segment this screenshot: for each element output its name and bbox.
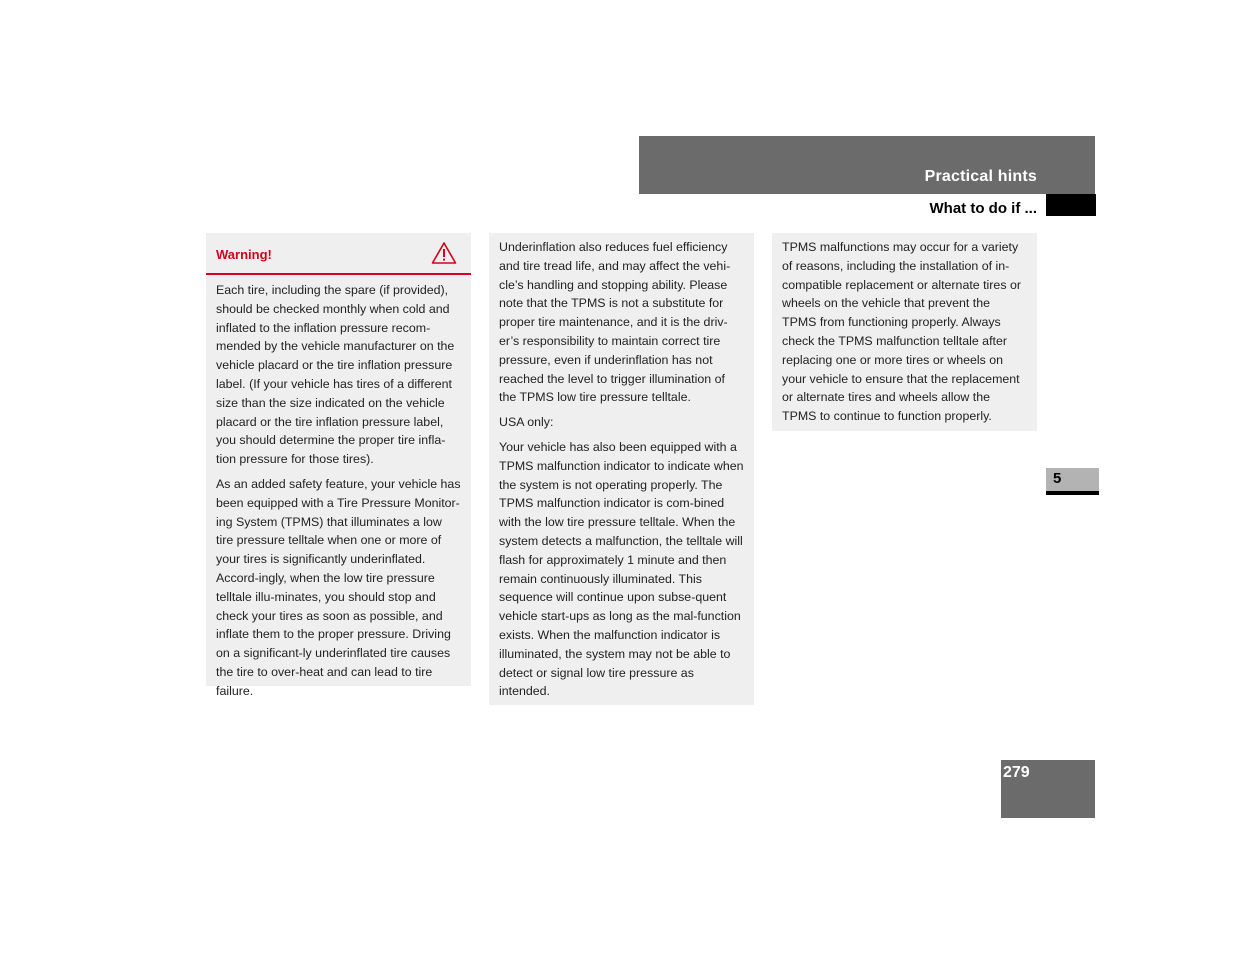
page-number: 279 xyxy=(1003,764,1030,781)
warning-box xyxy=(206,233,471,698)
warning-header xyxy=(206,233,471,275)
region-note: USA only: xyxy=(499,415,554,430)
page-number-box xyxy=(1001,760,1095,818)
body-paragraph: TPMS malfunctions may occur for a variety of reasons, including the installation of in-compatible replacement or alternate tires or wheels on the vehicle that prevent the TPMS from functioning properly. Always check the TPMS malfunction telltale after replacing one or more tires or wheels on your vehicle to ensure that the replacement or alternate tires and wheels allow the TPMS to continue to function properly. xyxy=(782,240,1021,424)
section-header-band xyxy=(639,136,1095,194)
body-paragraph: Underinflation also reduces fuel efficiency and tire tread life, and may affect the vehi-cle’s handling and stopping ability. Please note that the TPMS is not a substitute for proper tire maintenance, and it is the driv-er’s responsibility to maintain correct tire pressure, even if underinflation has not reached the level to trigger illumination of the TPMS low tire pressure telltale. xyxy=(499,240,731,405)
warning-body xyxy=(206,275,471,709)
warning-paragraph: Each tire, including the spare (if provided), should be checked monthly when cold and inflated to the inflation pressure recom-mended by the vehicle manufacturer on the vehicle placard or the tire inflation pressure label. (If your vehicle has tires of a different size than the size indicated on the vehicle placard or the tire inflation pressure label, you should determine the proper tire infla-tion pressure for those tires). xyxy=(216,283,455,467)
subsection-title: What to do if ... xyxy=(929,200,1037,217)
warning-paragraph: As an added safety feature, your vehicle has been equipped with a Tire Pressure Monitor-ing System (TPMS) that illuminates a low tire pressure telltale when one or more of your tires is significantly underinflated. Accord-ingly, when the low tire pressure telltale illu-minates, you should stop and check your tires as soon as possible, and inflate them to the proper pressure. Driving on a significant-ly underinflated tire causes the tire to over-heat and can lead to tire failure. xyxy=(216,476,461,698)
header-marker xyxy=(1046,194,1096,216)
body-paragraph: Your vehicle has also been equipped with a TPMS malfunction indicator to indicate when the system is not operating properly. The TPMS malfunction indicator is com-bined with the low tire pressure telltale. When the system detects a malfunction, the telltale will flash for approximately 1 minute and then remain continuously illuminated. This sequence will continue upon subse-quent vehicle start-ups as long as the mal-function exists. When the malfunction indicator is illuminated, the system may not be able to detect or signal low tire pressure as intended. xyxy=(499,439,744,699)
section-title: Practical hints xyxy=(924,168,1037,185)
info-box-malfunction xyxy=(772,233,1037,431)
warning-label: Warning! xyxy=(216,247,272,262)
warning-triangle-icon xyxy=(431,241,457,265)
chapter-tab xyxy=(1046,468,1099,495)
info-box-tpms xyxy=(489,233,754,705)
chapter-number: 5 xyxy=(1053,470,1062,487)
